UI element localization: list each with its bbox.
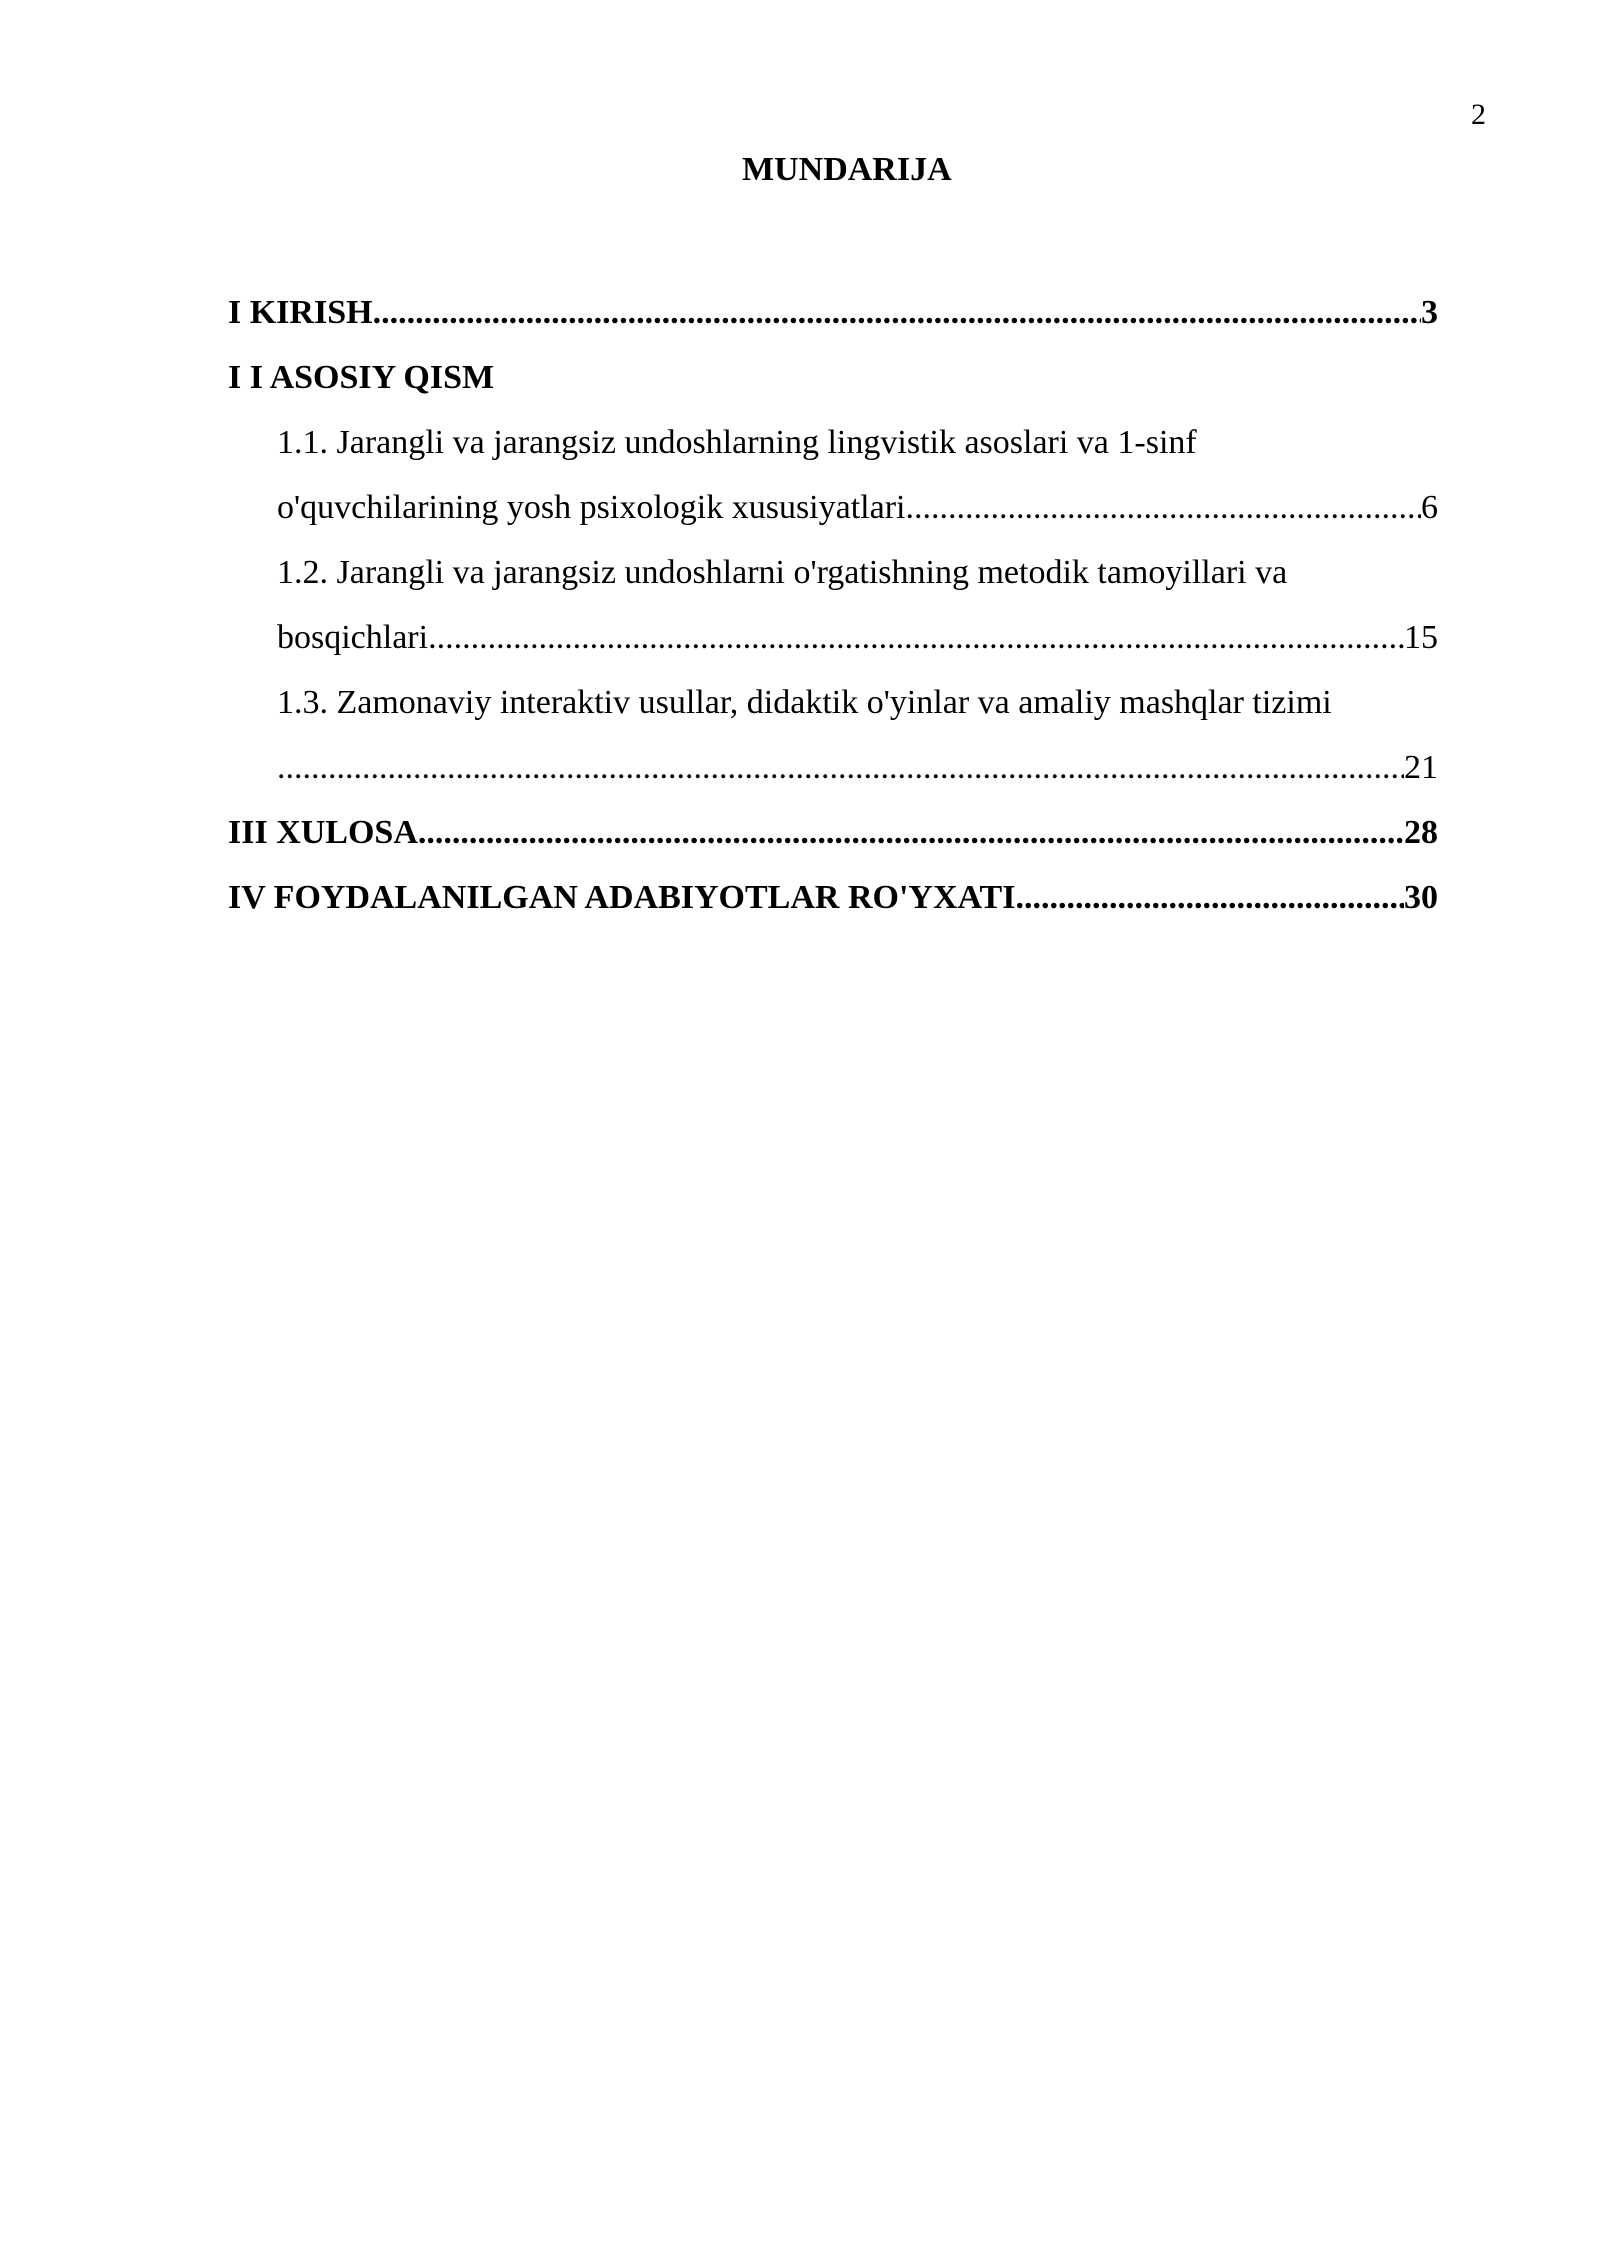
toc-dot-leader (418, 800, 1404, 865)
toc-dot-leader (428, 605, 1404, 670)
toc-entry-title-continued: bosqichlari (277, 619, 429, 656)
toc-entry-title: 1.1. Jarangli va jarangsiz undoshlarning lingvistik asoslari va 1-sinf (277, 424, 1197, 461)
toc-heading: MUNDARIJA (742, 151, 952, 188)
toc-entry-page: 28 (1404, 814, 1438, 851)
table-of-contents (228, 280, 1438, 930)
toc-entry-title: 1.2. Jarangli va jarangsiz undoshlarni o'rgatishning metodik tamoyillari va (277, 554, 1288, 591)
toc-entry-page: 3 (1421, 294, 1438, 331)
toc-dot-leader (277, 735, 1404, 800)
toc-entry-title: I I ASOSIY QISM (228, 359, 495, 396)
page-number: 2 (1471, 98, 1486, 131)
toc-entry-title: IV FOYDALANILGAN ADABIYOTLAR RO'YXATI (228, 879, 1016, 916)
toc-dot-leader (373, 280, 1421, 345)
toc-entry-1-2-line-1[interactable] (228, 540, 1438, 605)
toc-entry-1-3-line-1[interactable] (228, 670, 1438, 735)
toc-dot-leader (905, 475, 1421, 540)
toc-entry-1-1-line-1[interactable] (228, 410, 1438, 475)
toc-dot-leader (1015, 865, 1404, 930)
toc-entry-title: III XULOSA (228, 814, 418, 851)
toc-entry-title: I KIRISH (228, 294, 373, 331)
toc-entry-title: 1.3. Zamonaviy interaktiv usullar, didaktik o'yinlar va amaliy mashqlar tizimi (277, 684, 1332, 721)
toc-entry-asosiy-qism[interactable] (228, 345, 1438, 410)
toc-entry-kirish[interactable] (228, 280, 1438, 345)
toc-entry-1-3-line-2[interactable] (228, 735, 1438, 800)
toc-entry-title-continued: o'quvchilarining yosh psixologik xususiyatlari (277, 489, 906, 526)
toc-entry-page: 15 (1404, 619, 1438, 656)
toc-entry-xulosa[interactable] (228, 800, 1438, 865)
toc-entry-adabiyotlar[interactable] (228, 865, 1438, 930)
toc-entry-page: 21 (1404, 749, 1438, 786)
toc-entry-1-1-line-2[interactable] (228, 475, 1438, 540)
toc-entry-page: 30 (1404, 879, 1438, 916)
toc-entry-page: 6 (1421, 489, 1438, 526)
toc-entry-1-2-line-2[interactable] (228, 605, 1438, 670)
